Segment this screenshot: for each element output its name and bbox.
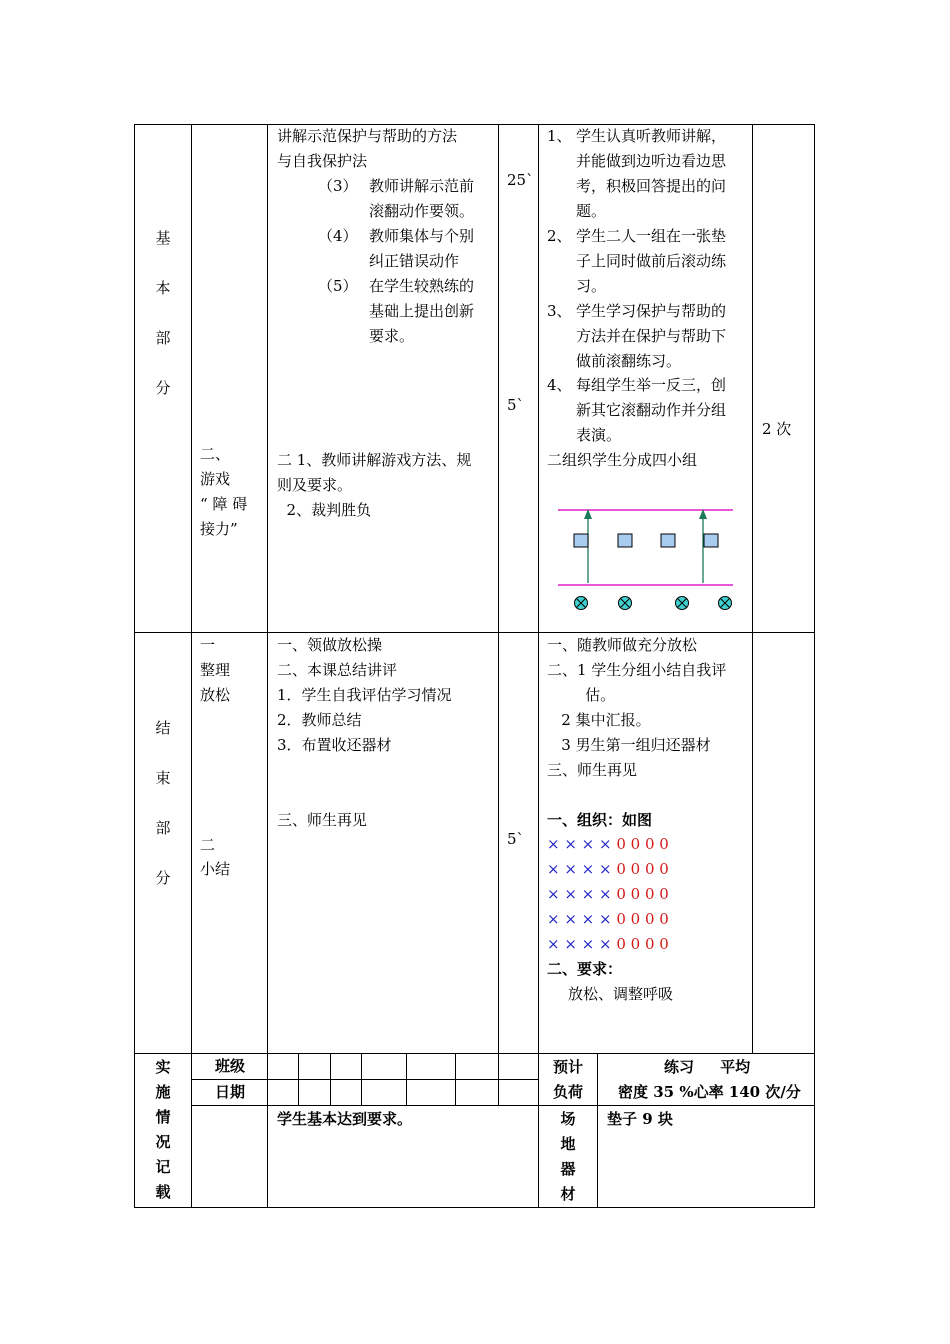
student-item-line: 方法并在保护与帮助下 (576, 327, 727, 345)
formation-row (547, 932, 669, 957)
teacher-line: 1．学生自我评估学习情况 (277, 686, 452, 704)
student-item-line: 学生二人一组在一张垫 (576, 227, 727, 245)
load-value-line: 密度 35 %心率 140 次/分 (618, 1083, 801, 1101)
content-label-line: 小结 (200, 860, 231, 878)
student-line: 三、师生再见 (547, 761, 638, 779)
student-item-line: 做前滚翻练习。 (576, 352, 682, 370)
section-title-basic (153, 226, 173, 401)
male-marks: × × × × (547, 885, 612, 903)
venue-equipment-value: 垫子 9 块 (607, 1110, 673, 1128)
section-char: 况 (155, 1133, 171, 1151)
section-title-ending (153, 716, 173, 891)
game-teacher-line: 2、裁判胜负 (277, 501, 372, 519)
date-label: 日期 (215, 1083, 246, 1101)
teacher-item-number: （3） (318, 177, 358, 195)
venue-label-char: 材 (560, 1185, 576, 1203)
teacher-line: 3．布置收还器材 (277, 736, 392, 754)
venue-label-char: 器 (560, 1160, 576, 1178)
student-line: 估。 (547, 686, 616, 704)
organization-title: 一、组织：如图 (547, 811, 653, 829)
section-char: 基 (155, 229, 171, 247)
student-item-line: 学生学习保护与帮助的 (576, 302, 727, 320)
time-value: 25` (507, 171, 534, 189)
class-label: 班级 (215, 1057, 246, 1075)
teacher-line: 三、师生再见 (277, 811, 368, 829)
male-marks: × × × × (547, 935, 612, 953)
male-marks: × × × × (547, 835, 612, 853)
student-item-number: 1、 (547, 127, 572, 145)
student-item-number: 2、 (547, 227, 572, 245)
student-circle-cross-icon (575, 597, 588, 610)
load-label-line: 负荷 (553, 1083, 584, 1101)
content-label-line: 二 (200, 836, 216, 854)
student-item-line: 学生认真听教师讲解， (576, 127, 727, 145)
mat-square-icon (661, 534, 675, 547)
load-value-line: 练习 平均 (664, 1058, 751, 1076)
time-value: 5` (507, 830, 525, 848)
game-teacher-line: 则及要求。 (277, 476, 353, 494)
female-marks: 0 0 0 0 (611, 910, 669, 928)
student-item-line: 习。 (576, 277, 607, 295)
teacher-item-line: 教师集体与个别 (369, 227, 475, 245)
section-char: 束 (155, 769, 171, 787)
game-label-line: “ 障 碍 (200, 495, 248, 513)
female-marks: 0 0 0 0 (611, 935, 669, 953)
mat-square-icon (704, 534, 718, 547)
formation-row (547, 832, 669, 857)
venue-label (558, 1107, 578, 1207)
teacher-item-number: （4） (318, 227, 358, 245)
section-char: 情 (155, 1108, 171, 1126)
female-marks: 0 0 0 0 (611, 835, 669, 853)
student-item-line: 子上同时做前后滚动练 (576, 252, 727, 270)
section-char: 部 (155, 329, 171, 347)
student-group-text: 二组织学生分成四小组 (547, 451, 698, 469)
game-label-line: 二、 (200, 445, 231, 463)
section-title-record (153, 1055, 173, 1205)
teacher-line: 讲解示范保护与帮助的方法 (277, 127, 458, 145)
content-label-line: 整理 (200, 661, 231, 679)
section-char: 载 (155, 1183, 171, 1201)
student-item-number: 4、 (547, 376, 572, 394)
section-char: 施 (155, 1083, 171, 1101)
content-label-line: 一 (200, 636, 216, 654)
teacher-item-line: 在学生较熟练的 (369, 277, 475, 295)
game-teacher-line: 二 1、教师讲解游戏方法、规 (277, 451, 472, 469)
load-label-line: 预计 (553, 1058, 584, 1076)
section-char: 分 (155, 869, 171, 887)
implementation-summary: 学生基本达到要求。 (277, 1110, 413, 1128)
teacher-item-line: 教师讲解示范前 (369, 177, 475, 195)
requirement-title: 二、要求： (547, 960, 623, 978)
venue-label-char: 场 (560, 1110, 576, 1128)
formation-row (547, 857, 669, 882)
practice-count: 2 次 (762, 420, 792, 438)
student-item-line: 表演。 (576, 426, 622, 444)
teacher-item-number: （5） (318, 277, 358, 295)
female-marks: 0 0 0 0 (611, 860, 669, 878)
student-line: 3 男生第一组归还器材 (547, 736, 711, 754)
teacher-line: 2．教师总结 (277, 711, 362, 729)
student-circle-cross-icon (676, 597, 689, 610)
game-label-line: 游戏 (200, 470, 231, 488)
game-label-line: 接力” (200, 520, 238, 538)
student-item-line: 新其它滚翻动作并分组 (576, 401, 727, 419)
student-line: 一、随教师做充分放松 (547, 636, 698, 654)
student-circle-cross-icon (619, 597, 632, 610)
student-line: 2 集中汇报。 (547, 711, 651, 729)
student-item-line: 并能做到边听边看边思 (576, 152, 727, 170)
teacher-line: 二、本课总结讲评 (277, 661, 398, 679)
formation-row (547, 907, 669, 932)
student-item-line: 题。 (576, 202, 607, 220)
requirement-text: 放松、调整呼吸 (568, 985, 674, 1003)
male-marks: × × × × (547, 860, 612, 878)
teacher-line: 一、领做放松操 (277, 636, 383, 654)
formation-row (547, 882, 669, 907)
content-label-line: 放松 (200, 686, 231, 704)
student-item-line: 考，积极回答提出的问 (576, 177, 727, 195)
section-char: 实 (155, 1058, 171, 1076)
section-char: 记 (155, 1158, 171, 1176)
mat-square-icon (618, 534, 632, 547)
section-char: 结 (155, 719, 171, 737)
section-char: 本 (155, 279, 171, 297)
student-item-number: 3、 (547, 302, 572, 320)
venue-label-char: 地 (560, 1135, 576, 1153)
student-line: 二、1 学生分组小结自我评 (547, 661, 727, 679)
teacher-item-line: 滚翻动作要领。 (369, 202, 475, 220)
teacher-item-line: 要求。 (369, 327, 415, 345)
teacher-line: 与自我保护法 (277, 152, 368, 170)
female-marks: 0 0 0 0 (611, 885, 669, 903)
section-char: 分 (155, 379, 171, 397)
student-circle-cross-icon (719, 597, 732, 610)
male-marks: × × × × (547, 910, 612, 928)
relay-diagram (540, 495, 750, 625)
student-item-line: 每组学生举一反三，创 (576, 376, 727, 394)
teacher-item-line: 基础上提出创新 (369, 302, 475, 320)
time-value: 5` (507, 396, 525, 414)
section-char: 部 (155, 819, 171, 837)
mat-square-icon (574, 534, 588, 547)
teacher-item-line: 纠正错误动作 (369, 252, 460, 270)
